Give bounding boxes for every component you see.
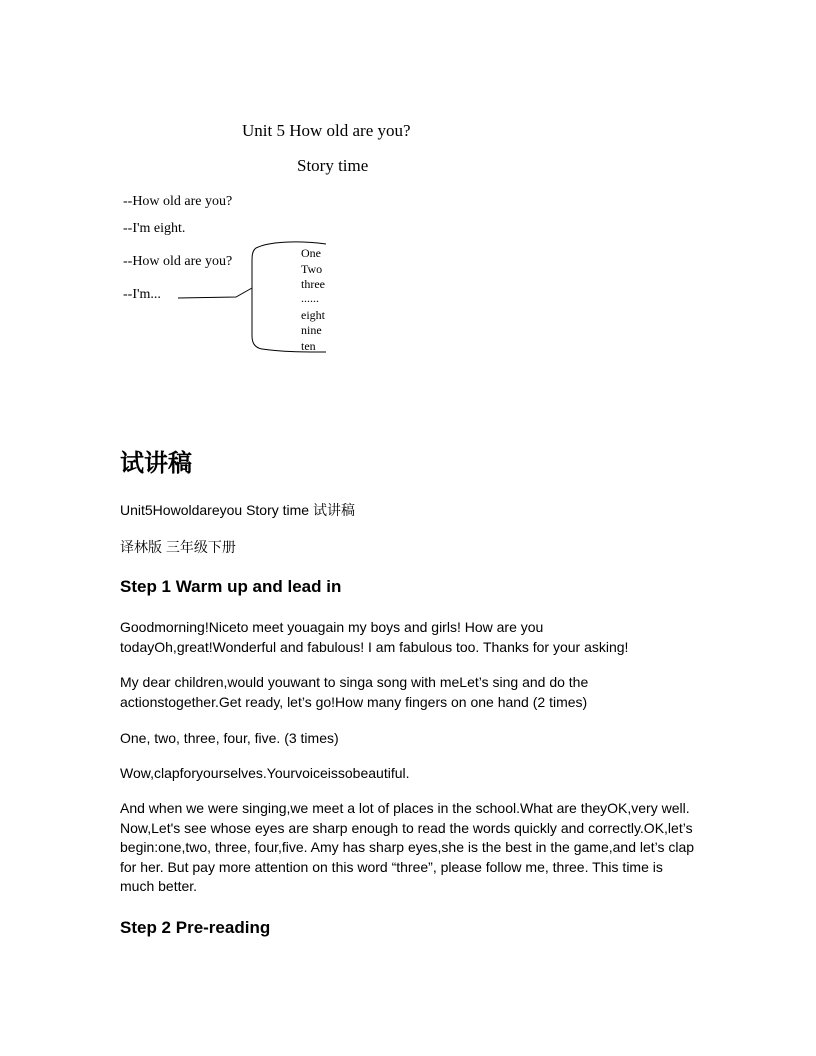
section-title: 试讲稿 xyxy=(120,450,192,477)
number-word: three xyxy=(301,277,325,291)
step-1-paragraph: Goodmorning!Niceto meet youagain my boys and girls! How are you todayOh,great!Wonderful and fabulous! I am fabulous too. Thanks for your asking! xyxy=(120,619,629,655)
number-word: nine xyxy=(301,323,322,337)
step-1-paragraph: One, two, three, four, five. (3 times) xyxy=(120,730,339,746)
dialogue-line-question-1: --How old are you? xyxy=(123,194,233,209)
bracket-pointer-line xyxy=(178,288,252,298)
number-word: ...... xyxy=(301,291,319,305)
story-title: Unit 5 How old are you? xyxy=(242,121,411,140)
edition-label: 译林版 三年级下册 xyxy=(120,539,236,555)
number-word: ten xyxy=(301,339,316,353)
dialogue-line-answer-2: --I'm... xyxy=(123,287,161,302)
number-word: eight xyxy=(301,308,325,322)
step-1-paragraph: And when we were singing,we meet a lot of places in the school.What are theyOK,very well. Now,Let's see whose eyes are sharp enough to read the words quickly and correctly.OK,let’s begin:one,two, three, four,five. Amy has sharp eyes,she is the best in the game,and let’s clap for her. But pay more attention on this word “three”, please follow me, three. This time is much better. xyxy=(120,800,695,894)
number-word: Two xyxy=(301,262,323,276)
step-1-paragraph: My dear children,would youwant to singa song with meLet’s sing and do the actionstogether.Get ready, let’s go!How many fingers on one hand (2 times) xyxy=(120,674,589,710)
step-1-paragraph: Wow,clapforyourselves.Yourvoiceissobeautiful. xyxy=(120,765,410,781)
number-word: One xyxy=(301,246,321,260)
section-subtitle: Unit5Howoldareyou Story time 试讲稿 xyxy=(120,502,355,518)
dialogue-line-answer-1: --I'm eight. xyxy=(123,221,186,236)
dialogue-line-question-2: --How old are you? xyxy=(123,254,233,269)
step-2-heading: Step 2 Pre-reading xyxy=(120,918,271,937)
step-1-heading: Step 1 Warm up and lead in xyxy=(120,577,342,596)
story-subtitle: Story time xyxy=(297,156,369,175)
